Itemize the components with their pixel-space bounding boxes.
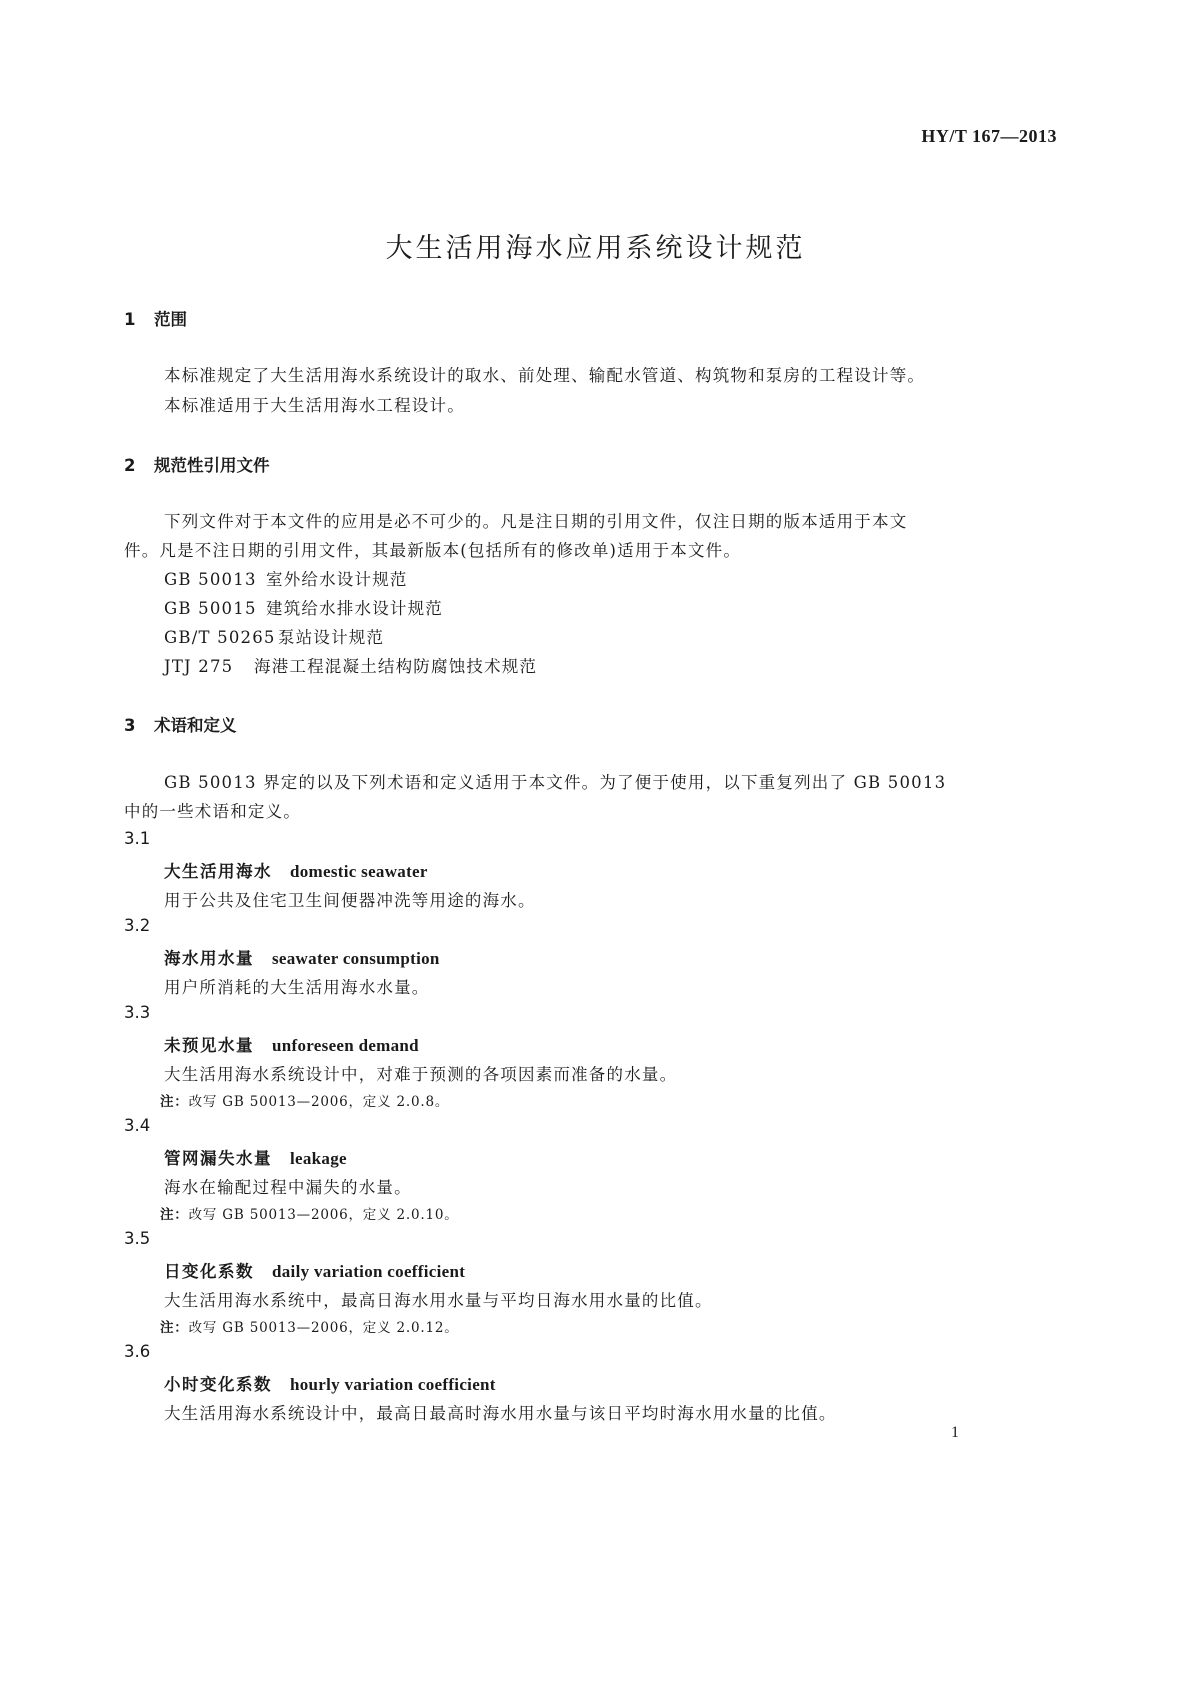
term-zh: 大生活用海水 xyxy=(164,862,272,881)
section-title: 术语和定义 xyxy=(154,716,237,735)
term-zh: 管网漏失水量 xyxy=(164,1149,272,1168)
term-en: hourly variation coefficient xyxy=(290,1375,496,1394)
term-definition: 用户所消耗的大生活用海水水量。 xyxy=(164,978,430,997)
clause-number: 3.5 xyxy=(124,1229,151,1248)
term-entry xyxy=(164,1032,419,1056)
term-zh: 未预见水量 xyxy=(164,1036,254,1055)
reference-code: JTJ 275 xyxy=(164,657,234,676)
term-en: leakage xyxy=(290,1149,347,1168)
clause-number: 3.3 xyxy=(124,1003,151,1022)
reference-name: 建筑给水排水设计规范 xyxy=(266,599,443,618)
reference-name: 海港工程混凝土结构防腐蚀技术规范 xyxy=(254,657,538,676)
section-heading-3 xyxy=(124,712,237,736)
clause-number: 3.1 xyxy=(124,829,151,848)
note-label: 注： xyxy=(160,1094,189,1110)
note-text: 改写 GB 50013—2006，定义 2.0.10。 xyxy=(188,1207,459,1223)
term-en: seawater consumption xyxy=(272,949,440,968)
standard-code: HY/T 167—2013 xyxy=(921,126,1057,146)
paragraph: 下列文件对于本文件的应用是必不可少的。凡是注日期的引用文件，仅注日期的版本适用于本文 xyxy=(164,512,908,531)
reference-name: 室外给水设计规范 xyxy=(266,570,408,589)
term-definition: 海水在输配过程中漏失的水量。 xyxy=(164,1178,412,1197)
term-en: domestic seawater xyxy=(290,862,428,881)
term-zh: 小时变化系数 xyxy=(164,1375,272,1394)
page-number: 1 xyxy=(951,1424,959,1441)
note-text: 改写 GB 50013—2006，定义 2.0.12。 xyxy=(188,1320,459,1336)
reference-item xyxy=(164,595,443,619)
note-text: 改写 GB 50013—2006，定义 2.0.8。 xyxy=(188,1094,450,1110)
term-definition: 大生活用海水系统中，最高日海水用水量与平均日海水用水量的比值。 xyxy=(164,1291,713,1310)
term-zh: 日变化系数 xyxy=(164,1262,254,1281)
term-en: unforeseen demand xyxy=(272,1036,419,1055)
reference-code: GB 50015 xyxy=(164,599,257,618)
note-label: 注： xyxy=(160,1320,189,1336)
term-note xyxy=(160,1090,449,1110)
term-entry xyxy=(164,1145,347,1169)
paragraph: GB 50013 界定的以及下列术语和定义适用于本文件。为了便于使用，以下重复列出了 GB 50013 xyxy=(164,773,947,792)
paragraph: 中的一些术语和定义。 xyxy=(124,802,301,821)
clause-number: 3.6 xyxy=(124,1342,151,1361)
reference-item xyxy=(164,624,384,648)
section-heading-1 xyxy=(124,306,187,330)
reference-code: GB/T 50265 xyxy=(164,628,276,647)
term-definition: 大生活用海水系统设计中，对难于预测的各项因素而准备的水量。 xyxy=(164,1065,678,1084)
term-entry xyxy=(164,1371,496,1395)
term-note xyxy=(160,1316,459,1336)
reference-item xyxy=(164,653,537,677)
paragraph: 本标准规定了大生活用海水系统设计的取水、前处理、输配水管道、构筑物和泵房的工程设计等。 xyxy=(164,366,926,385)
reference-name: 泵站设计规范 xyxy=(278,628,385,647)
term-entry xyxy=(164,858,428,882)
term-entry xyxy=(164,945,440,969)
note-label: 注： xyxy=(160,1207,189,1223)
paragraph: 件。凡是不注日期的引用文件，其最新版本(包括所有的修改单)适用于本文件。 xyxy=(124,541,742,560)
term-definition: 用于公共及住宅卫生间便器冲洗等用途的海水。 xyxy=(164,891,536,910)
term-entry xyxy=(164,1258,465,1282)
section-heading-2 xyxy=(124,452,270,476)
term-note xyxy=(160,1203,459,1223)
section-title: 范围 xyxy=(154,310,187,329)
paragraph: 本标准适用于大生活用海水工程设计。 xyxy=(164,396,465,415)
document-title: 大生活用海水应用系统设计规范 xyxy=(385,233,806,264)
reference-code: GB 50013 xyxy=(164,570,257,589)
section-number: 1 xyxy=(124,310,136,329)
term-definition: 大生活用海水系统设计中，最高日最高时海水用水量与该日平均时海水用水量的比值。 xyxy=(164,1404,837,1423)
section-number: 3 xyxy=(124,716,136,735)
reference-item xyxy=(164,566,408,590)
clause-number: 3.2 xyxy=(124,916,151,935)
clause-number: 3.4 xyxy=(124,1116,151,1135)
term-zh: 海水用水量 xyxy=(164,949,254,968)
section-number: 2 xyxy=(124,456,136,475)
section-title: 规范性引用文件 xyxy=(154,456,270,475)
term-en: daily variation coefficient xyxy=(272,1262,466,1281)
